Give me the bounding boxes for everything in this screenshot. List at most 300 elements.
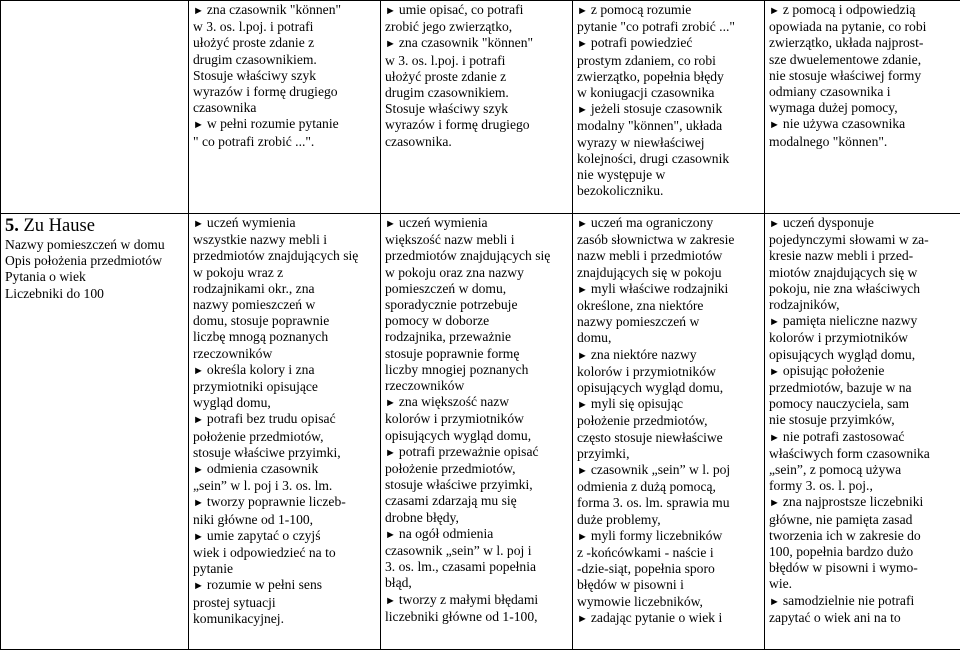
criteria-text: -dzie-siąt, popełnia sporo — [577, 561, 715, 576]
criteria-line — [385, 477, 568, 493]
criteria-line — [577, 396, 760, 413]
criteria-text: czasownik „sein” w l. poj i — [385, 543, 531, 558]
criteria-line — [769, 396, 956, 412]
table-row — [1, 1, 960, 214]
table-row — [1, 214, 960, 650]
criteria-text: wszystkie nazwy mebli i — [193, 232, 327, 247]
criteria-line — [577, 85, 760, 101]
criteria-text: właściwych form czasownika — [769, 446, 930, 461]
bullet-arrow-icon: ► — [769, 432, 780, 444]
criteria-text: uczeń ma ograniczony — [591, 215, 713, 230]
criteria-line — [577, 2, 760, 19]
criteria-text: wie. — [769, 576, 792, 591]
criteria-text: ułożyć proste zdanie z — [193, 35, 314, 50]
criteria-text: jeżeli stosuje czasownik — [591, 101, 722, 116]
criteria-text: opisujących wygląd domu, — [769, 347, 915, 362]
criteria-line — [385, 19, 568, 35]
criteria-text: komunikacyjnej. — [193, 611, 284, 626]
criteria-text: błędów w pisowni i — [577, 577, 684, 592]
bullet-arrow-icon: ► — [193, 531, 204, 543]
criteria-text: stosuje właściwe przyimki, — [193, 445, 341, 460]
criteria-text: kolejności, drugi czasownik — [577, 151, 729, 166]
bullet-arrow-icon: ► — [769, 218, 780, 230]
criteria-line — [193, 494, 376, 511]
criteria-line — [577, 347, 760, 364]
criteria-text: z pomocą i odpowiedzią — [783, 2, 916, 17]
criteria-line — [577, 512, 760, 528]
criteria-text: odmienia z dużą pomocą, — [577, 479, 716, 494]
criteria-line — [577, 610, 760, 627]
criteria-line — [193, 281, 376, 297]
criteria-line — [769, 297, 956, 313]
criteria-line — [577, 330, 760, 346]
criteria-line — [193, 528, 376, 545]
criteria-line — [769, 429, 956, 446]
criteria-line — [193, 461, 376, 478]
topic-heading — [5, 215, 184, 237]
criteria-text: domu, stosuje poprawnie — [193, 313, 329, 328]
criteria-line — [769, 116, 956, 133]
criteria-text: pytanie — [193, 561, 233, 576]
criteria-text: rodzajnika, przeważnie — [385, 329, 511, 344]
criteria-text: nie używa czasownika — [783, 116, 905, 131]
criteria-text: niki główne od 1-100, — [193, 512, 313, 527]
criteria-line — [385, 378, 568, 394]
criteria-text: główne, nie pamięta zasad — [769, 512, 912, 527]
criteria-text: liczby mnogiej poznanych — [385, 362, 528, 377]
criteria-text: z pomocą rozumie — [591, 2, 691, 17]
criteria-line — [385, 2, 568, 19]
criteria-text: przedmiotów, bazuje w na — [769, 380, 912, 395]
criteria-line — [193, 297, 376, 313]
criteria-text: nie potrafi zastosować — [783, 429, 905, 444]
criteria-line — [193, 265, 376, 281]
bullet-arrow-icon: ► — [385, 447, 396, 459]
criteria-text: zapytać o wiek ani na to — [769, 610, 901, 625]
criteria-line — [769, 576, 956, 592]
bullet-arrow-icon: ► — [193, 464, 204, 476]
criteria-text: 100, popełnia bardzo dużo — [769, 544, 913, 559]
criteria-text: stosuje poprawnie formę — [385, 346, 519, 361]
criteria-text: zna niektóre nazwy — [591, 347, 697, 362]
criteria-text: kolorów i przymiotników — [769, 330, 908, 345]
criteria-text: położenie przedmiotów, — [385, 461, 515, 476]
criteria-line — [577, 69, 760, 85]
bullet-arrow-icon: ► — [193, 5, 204, 17]
criteria-text: wiek i odpowiedzieć na to — [193, 545, 336, 560]
criteria-line — [577, 479, 760, 495]
criteria-text: rozumie w pełni sens — [207, 577, 322, 592]
criteria-text: opisujących wygląd domu, — [385, 428, 531, 443]
bullet-arrow-icon: ► — [577, 465, 588, 477]
criteria-text: czasownik „sein” w l. poj — [591, 462, 730, 477]
criteria-line — [769, 52, 956, 68]
criteria-text: tworzy poprawnie liczeb- — [207, 494, 346, 509]
criteria-text: rzeczowników — [193, 346, 272, 361]
criteria-text: ułożyć proste zdanie z — [385, 69, 506, 84]
criteria-text: kresie nazw mebli i przed- — [769, 248, 913, 263]
bullet-arrow-icon: ► — [385, 397, 396, 409]
criteria-line — [385, 411, 568, 427]
criteria-text: pokoju, nie zna właściwych — [769, 281, 920, 296]
criteria-text: w 3. os. l.poj. i potrafi — [385, 53, 505, 68]
criteria-text: samodzielnie nie potrafi — [783, 593, 914, 608]
criteria-text: zadając pytanie o wiek i — [591, 610, 722, 625]
criteria-line — [193, 100, 376, 116]
criteria-line — [193, 512, 376, 528]
criteria-text: modalny "können", układa — [577, 118, 722, 133]
bullet-arrow-icon: ► — [193, 580, 204, 592]
criteria-text: uczeń dysponuje — [783, 215, 874, 230]
criteria-text: nie występuje w — [577, 167, 665, 182]
criteria-line — [769, 412, 956, 428]
bullet-arrow-icon: ► — [769, 316, 780, 328]
criteria-text: większość nazw mebli i — [385, 232, 514, 247]
criteria-line — [769, 35, 956, 51]
criteria-text: wyrazów i formę drugiego — [193, 84, 338, 99]
criteria-line — [769, 462, 956, 478]
criteria-cell-grade-2 — [765, 214, 960, 650]
criteria-line — [385, 394, 568, 411]
bullet-arrow-icon: ► — [769, 497, 780, 509]
criteria-line — [577, 183, 760, 199]
criteria-line — [769, 215, 956, 232]
criteria-text: " co potrafi zrobić ...". — [193, 134, 314, 149]
criteria-line — [193, 313, 376, 329]
bullet-arrow-icon: ► — [577, 350, 588, 362]
bullet-arrow-icon: ► — [769, 366, 780, 378]
criteria-line — [769, 281, 956, 297]
criteria-text: zna najprostsze liczebniki — [783, 494, 923, 509]
criteria-text: błędów w pisowni i wymo- — [769, 560, 918, 575]
criteria-line — [193, 2, 376, 19]
criteria-line — [193, 395, 376, 411]
criteria-text: odmienia czasownik — [207, 461, 318, 476]
criteria-line — [769, 134, 956, 150]
bullet-arrow-icon: ► — [577, 5, 588, 17]
criteria-line — [577, 577, 760, 593]
criteria-text: potrafi przeważnie opisać — [399, 444, 539, 459]
criteria-line — [769, 593, 956, 610]
criteria-line — [577, 215, 760, 232]
criteria-cell-grade-3 — [573, 1, 765, 214]
criteria-text: wymaga dużej pomocy, — [769, 100, 898, 115]
criteria-text: bezokoliczniku. — [577, 183, 663, 198]
criteria-line — [385, 117, 568, 133]
criteria-line — [193, 232, 376, 248]
criteria-line — [385, 313, 568, 329]
criteria-text: w pokoju oraz zna nazwy — [385, 265, 524, 280]
criteria-line — [769, 494, 956, 511]
criteria-line — [385, 575, 568, 591]
criteria-text: określa kolory i zna — [207, 362, 315, 377]
criteria-text: czasownika. — [385, 134, 452, 149]
criteria-line — [577, 19, 760, 35]
criteria-line — [577, 594, 760, 610]
bullet-arrow-icon: ► — [385, 595, 396, 607]
bullet-arrow-icon: ► — [769, 596, 780, 608]
criteria-line — [385, 69, 568, 85]
criteria-line — [769, 19, 956, 35]
criteria-line — [577, 528, 760, 545]
bullet-arrow-icon: ► — [385, 5, 396, 17]
criteria-text: czasami zdarzają mu się — [385, 493, 517, 508]
criteria-line — [577, 151, 760, 167]
criteria-line — [193, 116, 376, 133]
criteria-line — [193, 84, 376, 100]
criteria-line — [577, 545, 760, 561]
criteria-line — [577, 462, 760, 479]
criteria-text: położenie przedmiotów, — [577, 413, 707, 428]
criteria-line — [577, 265, 760, 281]
criteria-cell-grade-4 — [381, 214, 573, 650]
criteria-text: opowiada na pytanie, co robi — [769, 19, 926, 34]
criteria-line — [193, 35, 376, 51]
criteria-text: w 3. os. l.poj. i potrafi — [193, 19, 313, 34]
criteria-text: Stosuje właściwy szyk — [385, 101, 508, 116]
criteria-text: czasownika — [193, 100, 256, 115]
criteria-text: często stosuje niewłaściwe — [577, 430, 723, 445]
criteria-line — [385, 265, 568, 281]
criteria-line — [577, 430, 760, 446]
criteria-line — [385, 346, 568, 362]
criteria-text: 3. os. lm., czasami popełnia — [385, 559, 536, 574]
criteria-cell-grade-4 — [381, 1, 573, 214]
criteria-text: „sein” w l. poj i 3. os. lm. — [193, 478, 332, 493]
criteria-text: drugim czasownikiem. — [385, 85, 509, 100]
criteria-cell-grade-5 — [189, 1, 381, 214]
criteria-line — [577, 413, 760, 429]
criteria-line — [385, 232, 568, 248]
criteria-line — [577, 380, 760, 396]
criteria-line — [769, 446, 956, 462]
criteria-line — [193, 595, 376, 611]
subtopic-item: Nazwy pomieszczeń w domu — [5, 237, 184, 253]
bullet-arrow-icon: ► — [577, 399, 588, 411]
criteria-line — [193, 329, 376, 345]
criteria-text: formy 3. os. l. poj., — [769, 478, 873, 493]
criteria-line — [385, 329, 568, 345]
criteria-text: liczebniki główne od 1-100, — [385, 609, 538, 624]
criteria-text: znajdujących się w pokoju — [577, 265, 722, 280]
criteria-text: nie stosuje przyimków, — [769, 412, 895, 427]
criteria-text: przymiotniki opisujące — [193, 379, 318, 394]
criteria-text: umie zapytać o czyjś — [207, 528, 321, 543]
criteria-text: sporadycznie potrzebuje — [385, 297, 517, 312]
criteria-line — [193, 362, 376, 379]
criteria-line — [769, 313, 956, 330]
criteria-text: zna większość nazw — [399, 394, 509, 409]
criteria-line — [193, 611, 376, 627]
criteria-line — [385, 526, 568, 543]
criteria-line — [385, 134, 568, 150]
criteria-text: pojedynczymi słowami w za- — [769, 232, 929, 247]
criteria-text: nie stosuje właściwej formy — [769, 68, 921, 83]
criteria-line — [577, 314, 760, 330]
criteria-line — [193, 134, 376, 150]
criteria-line — [577, 561, 760, 577]
criteria-text: pomocy w doborze — [385, 313, 489, 328]
criteria-line — [193, 545, 376, 561]
criteria-line — [769, 478, 956, 494]
criteria-line — [769, 363, 956, 380]
topic-number: 5. — [5, 216, 19, 236]
criteria-line — [193, 346, 376, 362]
criteria-line — [385, 101, 568, 117]
criteria-line — [577, 167, 760, 183]
criteria-text: zrobić jego zwierzątko, — [385, 19, 512, 34]
criteria-text: uczeń wymienia — [207, 215, 296, 230]
criteria-text: zna czasownik "können" — [207, 2, 341, 17]
criteria-line — [769, 560, 956, 576]
criteria-line — [769, 610, 956, 626]
criteria-text: odmiany czasownika i — [769, 84, 891, 99]
bullet-arrow-icon: ► — [769, 119, 780, 131]
criteria-text: kolorów i przymiotników — [577, 364, 716, 379]
bullet-arrow-icon: ► — [577, 38, 588, 50]
subtopic-item: Opis położenia przedmiotów — [5, 253, 184, 269]
criteria-line — [385, 444, 568, 461]
criteria-line — [577, 298, 760, 314]
criteria-line — [193, 478, 376, 494]
criteria-text: nazwy pomieszczeń w — [193, 297, 315, 312]
criteria-text: pomocy nauczyciela, sam — [769, 396, 909, 411]
subtopic-item: Pytania o wiek — [5, 269, 184, 285]
criteria-line — [769, 330, 956, 346]
criteria-line — [385, 510, 568, 526]
criteria-line — [577, 101, 760, 118]
criteria-line — [193, 411, 376, 428]
bullet-arrow-icon: ► — [577, 284, 588, 296]
criteria-line — [577, 248, 760, 264]
bullet-arrow-icon: ► — [577, 613, 588, 625]
criteria-text: duże problemy, — [577, 512, 661, 527]
criteria-text: położenie przedmiotów, — [193, 429, 323, 444]
criteria-text: w pokoju wraz z — [193, 265, 283, 280]
criteria-text: prostym zdaniem, co robi — [577, 53, 716, 68]
criteria-line — [769, 100, 956, 116]
criteria-line — [193, 379, 376, 395]
criteria-line — [193, 68, 376, 84]
criteria-cell-grade-3 — [573, 214, 765, 650]
criteria-line — [385, 248, 568, 264]
criteria-line — [385, 215, 568, 232]
criteria-text: pomieszczeń w domu, — [385, 281, 506, 296]
criteria-line — [193, 577, 376, 594]
criteria-text: forma 3. os. lm. sprawia mu — [577, 495, 730, 510]
criteria-text: rzeczowników — [385, 378, 464, 393]
bullet-arrow-icon: ► — [385, 218, 396, 230]
criteria-text: pytanie "co potrafi zrobić ..." — [577, 19, 735, 34]
criteria-line — [193, 215, 376, 232]
criteria-text: z -końcówkami - naście i — [577, 545, 714, 560]
bullet-arrow-icon: ► — [193, 497, 204, 509]
criteria-line — [193, 19, 376, 35]
criteria-text: opisujących wygląd domu, — [577, 380, 723, 395]
bullet-arrow-icon: ► — [577, 218, 588, 230]
criteria-text: „sein”, z pomocą używa — [769, 462, 901, 477]
criteria-line — [385, 461, 568, 477]
criteria-line — [193, 445, 376, 461]
criteria-line — [577, 495, 760, 511]
criteria-text: stosuje właściwe przyimki, — [385, 477, 533, 492]
criteria-line — [385, 428, 568, 444]
criteria-line — [385, 543, 568, 559]
criteria-line — [769, 84, 956, 100]
criteria-line — [577, 446, 760, 462]
topic-cell — [1, 1, 189, 214]
bullet-arrow-icon: ► — [193, 365, 204, 377]
criteria-line — [769, 512, 956, 528]
criteria-line — [577, 232, 760, 248]
criteria-text: nazw mebli i przedmiotów — [577, 248, 722, 263]
criteria-text: błąd, — [385, 575, 412, 590]
bullet-arrow-icon: ► — [769, 5, 780, 17]
criteria-line — [577, 135, 760, 151]
criteria-text: umie opisać, co potrafi — [399, 2, 524, 17]
criteria-text: zwierzątko, układa najprost- — [769, 35, 923, 50]
criteria-text: modalnego "können". — [769, 134, 887, 149]
criteria-text: przedmiotów znajdujących się — [193, 248, 358, 263]
criteria-text: rodzajnikami okr., zna — [193, 281, 315, 296]
criteria-text: nazwy pomieszczeń w — [577, 314, 699, 329]
criteria-line — [193, 52, 376, 68]
criteria-line — [769, 347, 956, 363]
criteria-line — [193, 429, 376, 445]
criteria-text: prostej sytuacji — [193, 595, 276, 610]
criteria-line — [577, 35, 760, 52]
criteria-line — [193, 561, 376, 577]
criteria-text: rodzajników, — [769, 297, 839, 312]
criteria-text: przyimki, — [577, 446, 629, 461]
criteria-text: tworzenia ich w zakresie do — [769, 528, 921, 543]
criteria-text: myli się opisując — [591, 396, 683, 411]
criteria-line — [577, 118, 760, 134]
criteria-line — [577, 53, 760, 69]
criteria-text: zasób słownictwa w zakresie — [577, 232, 734, 247]
criteria-line — [769, 265, 956, 281]
criteria-line — [193, 248, 376, 264]
bullet-arrow-icon: ► — [577, 104, 588, 116]
criteria-line — [769, 528, 956, 544]
criteria-text: w koniugacji czasownika — [577, 85, 714, 100]
subtopic-item: Liczebniki do 100 — [5, 286, 184, 302]
criteria-text: Stosuje właściwy szyk — [193, 68, 316, 83]
criteria-cell-grade-2 — [765, 1, 960, 214]
criteria-text: opisując położenie — [783, 363, 885, 378]
criteria-line — [385, 281, 568, 297]
criteria-cell-grade-5 — [189, 214, 381, 650]
criteria-text: zna czasownik "können" — [399, 35, 533, 50]
criteria-text: określone, zna niektóre — [577, 298, 703, 313]
criteria-line — [385, 53, 568, 69]
criteria-text: wygląd domu, — [193, 395, 271, 410]
bullet-arrow-icon: ► — [577, 531, 588, 543]
criteria-text: liczbę mnogą poznanych — [193, 329, 328, 344]
criteria-text: wyrazy w niewłaściwej — [577, 135, 705, 150]
criteria-line — [769, 68, 956, 84]
criteria-line — [769, 2, 956, 19]
criteria-line — [385, 85, 568, 101]
criteria-text: wymowie liczebników, — [577, 594, 703, 609]
criteria-line — [769, 380, 956, 396]
bullet-arrow-icon: ► — [385, 529, 396, 541]
topic-cell — [1, 214, 189, 650]
criteria-text: wyrazów i formę drugiego — [385, 117, 530, 132]
criteria-text: myli właściwe rodzajniki — [591, 281, 728, 296]
criteria-line — [577, 281, 760, 298]
criteria-text: tworzy z małymi błędami — [399, 592, 538, 607]
